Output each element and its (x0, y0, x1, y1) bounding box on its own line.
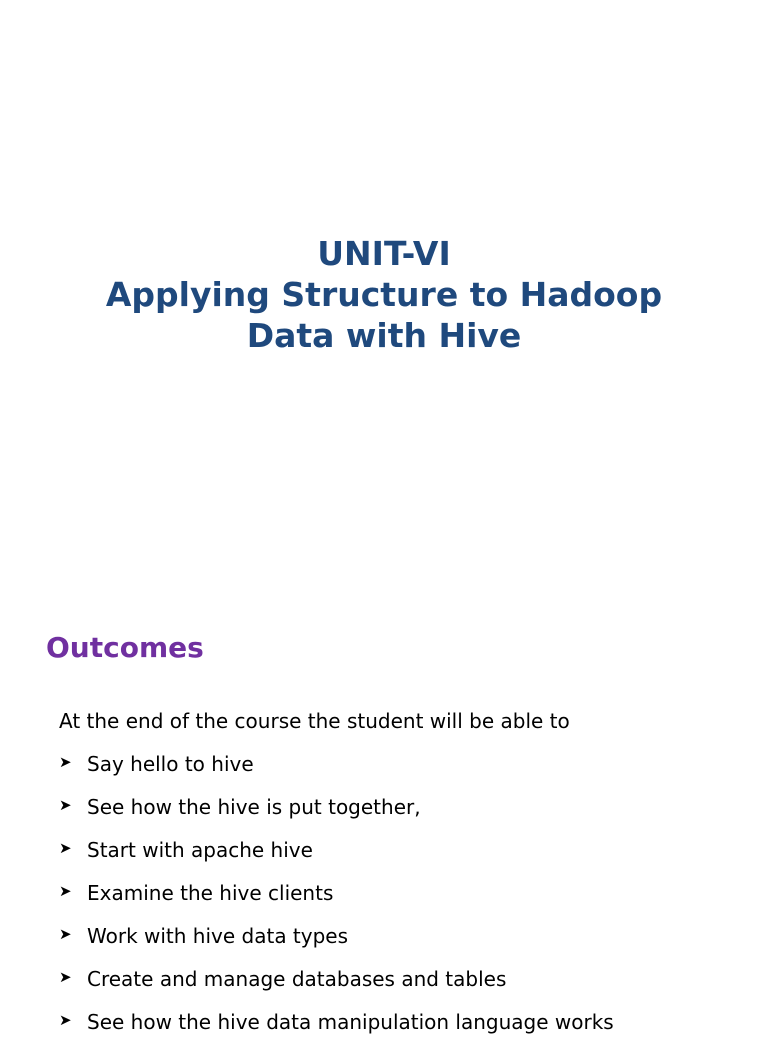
arrow-bullet-icon: ➤ (59, 1011, 72, 1029)
title-line-unit: UNIT-VI (317, 234, 451, 273)
arrow-bullet-icon: ➤ (59, 882, 72, 900)
outcomes-slide (0, 620, 768, 1034)
arrow-bullet-icon: ➤ (59, 839, 72, 857)
list-item-text: Create and manage databases and tables (87, 967, 507, 991)
list-item-text: Examine the hive clients (87, 881, 334, 905)
list-item (59, 966, 614, 1009)
list-item (59, 794, 614, 837)
title-line-subject: Applying Structure to Hadoop (105, 275, 663, 314)
list-item-text: See how the hive data manipulation language works (87, 1010, 614, 1034)
slide-title (0, 233, 768, 356)
list-item-text: See how the hive is put together, (87, 795, 421, 819)
arrow-bullet-icon: ➤ (59, 925, 72, 943)
list-item (59, 923, 614, 966)
list-item-text: Work with hive data types (87, 924, 349, 948)
arrow-bullet-icon: ➤ (59, 968, 72, 986)
list-item (59, 751, 614, 794)
arrow-bullet-icon: ➤ (59, 796, 72, 814)
list-item-text: Say hello to hive (87, 752, 254, 776)
arrow-bullet-icon: ➤ (59, 753, 72, 771)
outcomes-list (59, 751, 614, 1052)
list-item (59, 837, 614, 880)
list-item (59, 880, 614, 923)
list-item-text: Start with apache hive (87, 838, 313, 862)
list-item (59, 1009, 614, 1052)
outcomes-heading: Outcomes (46, 631, 204, 664)
title-line-subject-cont: Data with Hive (246, 316, 522, 355)
outcomes-intro: At the end of the course the student will be able to (59, 709, 570, 733)
